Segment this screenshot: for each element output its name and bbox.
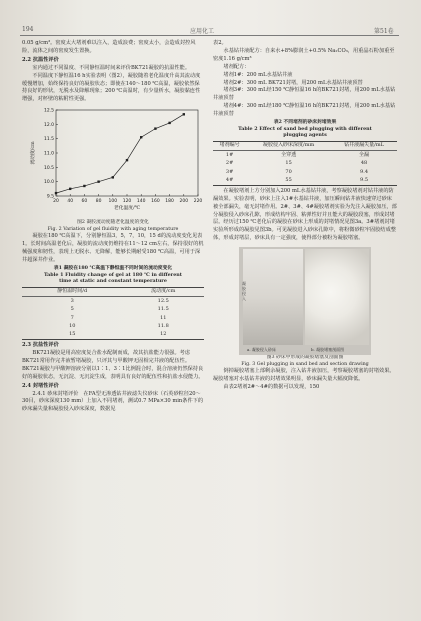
paragraph: 凝胶在180 ℃高温下，分别静恒温3，5，7，10，15 d的流动度变化见表1。长时间高温老化后，凝胶的流动度仍维持在11～12 cm左右，保持很好的机械强度和韧性，表现上无脱水、无降解，能够长期耐受180 ℃高温，可用于深井超深井作业。 (22, 233, 204, 264)
table-row (213, 160, 397, 168)
table-title: 表2 不同堵剂的砂床封堵效果 (273, 119, 337, 126)
table-row (22, 331, 204, 340)
table-cell: 5 (70, 306, 74, 313)
table-cell: 48 (360, 160, 368, 167)
table-row (213, 168, 397, 176)
table-row (22, 314, 204, 322)
y-tick-label: 10.0 (43, 180, 54, 186)
data-point (97, 181, 99, 183)
data-point (154, 128, 156, 130)
table-row (22, 322, 204, 330)
table-cell: 1# (225, 151, 234, 158)
paragraph: 在凝胶堵剂上方分别加入200 mL水基钻井液，考察凝胶堵剂对钻井液的防漏效果。实验表明，砂床上注入1#水基钻井液，加压瞬间钻井液快速穿过砂床被全部漏失，毫无封堵作用。2#、3#、4#凝胶堵剂实验为先注入凝胶加压，部分凝胶侵入砂床孔隙，形成结构牢固、粘弹性好并且能大的凝胶段塞，形成封堵层。经历过150 ℃老化后的凝胶在砂床上形成的封堵情况见图3a。3#堵剂封堵实验所形成的凝胶见图3b。可见凝胶进入砂床孔隙中，将粉微砂粒牢固胶结成整体，形成封堵层，砂床具有一定强度，使得部分被粉为凝胶堵塞。 (213, 187, 397, 242)
column-header: 钻井液漏失量/mL (344, 142, 384, 149)
x-tick-label: 200 (179, 199, 189, 205)
series-line (56, 115, 184, 194)
x-tick-label: 100 (108, 199, 118, 205)
paragraph: BK721凝胶是用高密度复合盐水配制而成，故其抗盐能力很强。考虑BK721常用作完井液暂堵凝胶，只评其与甲酸钾无固相完井液的配伍性。BK721凝胶与甲酸钾溶液分别以1∶1、3∶1比例混合时，混合溶液仍然保持良好的凝胶状态，无沉淀、无沉淀生成，表明具有良好的配伍性和抗盐水侵能力。 (22, 350, 204, 380)
y-tick-label: 11.0 (43, 151, 54, 157)
paragraph: 0.05 g/cm³。密度太大堵剂难以注入，造成浪费；密度太小，会造成封控风险，流体之间的密度发生置换。 (22, 40, 196, 54)
paragraph: 倒掉凝胶堵塞上部剩余凝胶，注入钻井液加压，考察凝胶堵塞的封堵效果。凝胶堵塞对水基钻井液的封堵效果明显，砂床漏失量大幅度降低。 (213, 368, 395, 383)
y-tick-label: 10.5 (43, 166, 54, 172)
x-tick-label: 20 (53, 199, 59, 205)
figure-caption: 图3 砂床中形成的凝胶堵塞及剖面图 (266, 355, 344, 361)
x-tick-label: 80 (95, 199, 102, 205)
right-column (213, 40, 397, 392)
paragraph: 堵剂2#：300 mL BK721封堵，用200 mL水基钻井液顶替 (223, 79, 363, 86)
y-tick-label: 12.0 (43, 123, 54, 129)
paragraph: 堵剂3#：300 mL经150 ℃静恒温16 h的BK721封堵，用200 mL水基钻井液顶替 (213, 87, 396, 102)
table-title-en: time at static and constant temperature (59, 278, 167, 285)
column-header: 凝胶侵入砂床深度/mm (263, 142, 315, 149)
table-cell: 9.4 (360, 168, 368, 175)
x-tick-label: 140 (136, 199, 146, 205)
table-cell: 11.5 (157, 306, 169, 313)
table-row (213, 151, 397, 160)
table-cell: 7 (70, 314, 74, 321)
section-heading: 2.4 封堵性评价 (22, 382, 59, 389)
data-point (55, 192, 57, 194)
paragraph: 表2。 (213, 40, 227, 46)
table-cell: 70 (285, 168, 292, 175)
paragraph: 堵剂4#：300 mL经180 ℃静恒温16 h的BK721封堵，用200 mL水基钻井液顶替 (213, 103, 396, 118)
table-cell: 2# (225, 160, 234, 167)
y-tick-label: 12.5 (43, 108, 54, 114)
table-cell: 11.8 (157, 322, 169, 329)
volume-label: 第51卷 (374, 28, 394, 35)
table-2 (213, 141, 397, 186)
figure-caption: 图2 凝胶流动度随老化温度的变化 (77, 220, 149, 226)
x-axis-label: 老化温度/℃ (113, 206, 141, 212)
y-tick-label: 11.5 (43, 137, 54, 143)
paragraph: 由表2堵剂2#～4#的数据可以发现，150 (223, 384, 320, 391)
paragraph: 堵剂1#：200 mL水基钻井液 (223, 71, 293, 78)
table-title-en: Table 1 Fluidity change of gel at 180 ℃ in different (44, 271, 182, 278)
table-title-en: plugging agents (283, 132, 327, 139)
section-heading: 2.3 抗盐性评价 (22, 342, 59, 349)
column-header: 堵剂编号 (219, 142, 240, 149)
table-cell: 15 (69, 331, 76, 338)
x-tick-label: 120 (122, 199, 132, 205)
column-header: 静恒温时间/d (57, 288, 88, 295)
data-point (168, 122, 170, 124)
x-tick-label: 220 (193, 199, 203, 205)
table-1 (22, 287, 204, 340)
photo-label-b: b. 凝胶堵塞剖面图 (311, 347, 345, 353)
table-cell: 9.5 (360, 177, 368, 183)
photo-label-a: a. 凝胶侵入砂床 (247, 347, 276, 353)
table-title-en: Table 2 Effect of sand bed plugging with different (238, 125, 372, 132)
plot-frame (56, 110, 198, 196)
table-row (213, 176, 397, 185)
table-row (22, 297, 204, 306)
paragraph: 水基钻井液配方：自来水+8%膨润土+0.5% Na₂CO₃，用重晶石粉加重至密度1.16 g/cm³ (213, 47, 395, 62)
table-title: 表1 凝胶在180 ℃高温下静恒温不同时间的流动度变化 (53, 264, 173, 271)
fluidity-temperature-chart (22, 104, 204, 216)
journal-title: 应用化工 (190, 28, 215, 35)
data-point (112, 176, 114, 178)
x-tick-label: 180 (165, 199, 174, 205)
y-tick-label: 9.5 (46, 194, 54, 200)
page-number: 194 (22, 26, 34, 33)
x-tick-label: 40 (67, 199, 74, 205)
table-cell: 4# (225, 177, 234, 183)
table-cell: 10 (69, 322, 76, 329)
table-cell: 12.5 (157, 297, 169, 304)
x-tick-label: 160 (151, 199, 160, 205)
table-cell: 全穿透 (281, 151, 297, 158)
table-row (22, 306, 204, 314)
table-cell: 11 (160, 314, 167, 321)
sand-bed-photo (239, 247, 371, 355)
column-header: 流动度/cm (151, 288, 176, 295)
paragraph: 堵剂配方： (223, 63, 250, 70)
table-cell: 15 (285, 160, 292, 167)
photo-vertical-label: 凝胶侵入 (242, 281, 246, 302)
data-point (126, 159, 128, 161)
table-cell: 12 (160, 331, 167, 338)
data-point (140, 136, 142, 138)
table-cell: 55 (285, 177, 292, 183)
data-point (183, 113, 185, 115)
section-heading: 2.2 抗温性评价 (22, 56, 59, 63)
table-cell: 全漏 (359, 151, 370, 158)
photo-panel-b (305, 249, 369, 345)
table-cell: 3 (70, 297, 74, 304)
table-cell: 3# (225, 168, 234, 175)
header-rule (20, 35, 399, 36)
figure-caption-en: Fig. 2 Variation of gel fluidity with aging temperature (47, 226, 179, 232)
y-axis-label: 流动度/cm (31, 141, 36, 165)
data-point (69, 188, 71, 190)
paragraph: 2.4.1 砂床封堵评价 在FA型无渗透钻井液滤失仪砂床（石英砂粒径20～30目，砂床深度130 mm）上加入不同堵剂，测试0.7 MPa×30 min条件下的砂床漏失量和凝胶侵入砂床深度，数据见 (22, 390, 204, 413)
photo-panel-a (243, 249, 303, 345)
data-point (83, 185, 85, 187)
paragraph: 室内通过不同温度、不同静恒温时间来评价BK721凝胶的抗温性能。 (32, 64, 191, 71)
x-tick-label: 60 (81, 199, 88, 205)
figure-caption-en: Fig. 3 Gel plugging in sand bed and section drawing (241, 361, 369, 367)
left-column (22, 40, 204, 414)
paragraph: 不同温度下静恒温16 h实验表明（图2），凝胶随着老化温度升高其流动度缓慢增加，始终保持良好的凝胶状态；即使在140～180 ℃高温，凝胶依然保持良好的形状，无脱水及降解现象；200 ℃高温时，有少量析水，凝胶黏连性增强，对杯壁的粘附性更强。 (22, 72, 201, 103)
